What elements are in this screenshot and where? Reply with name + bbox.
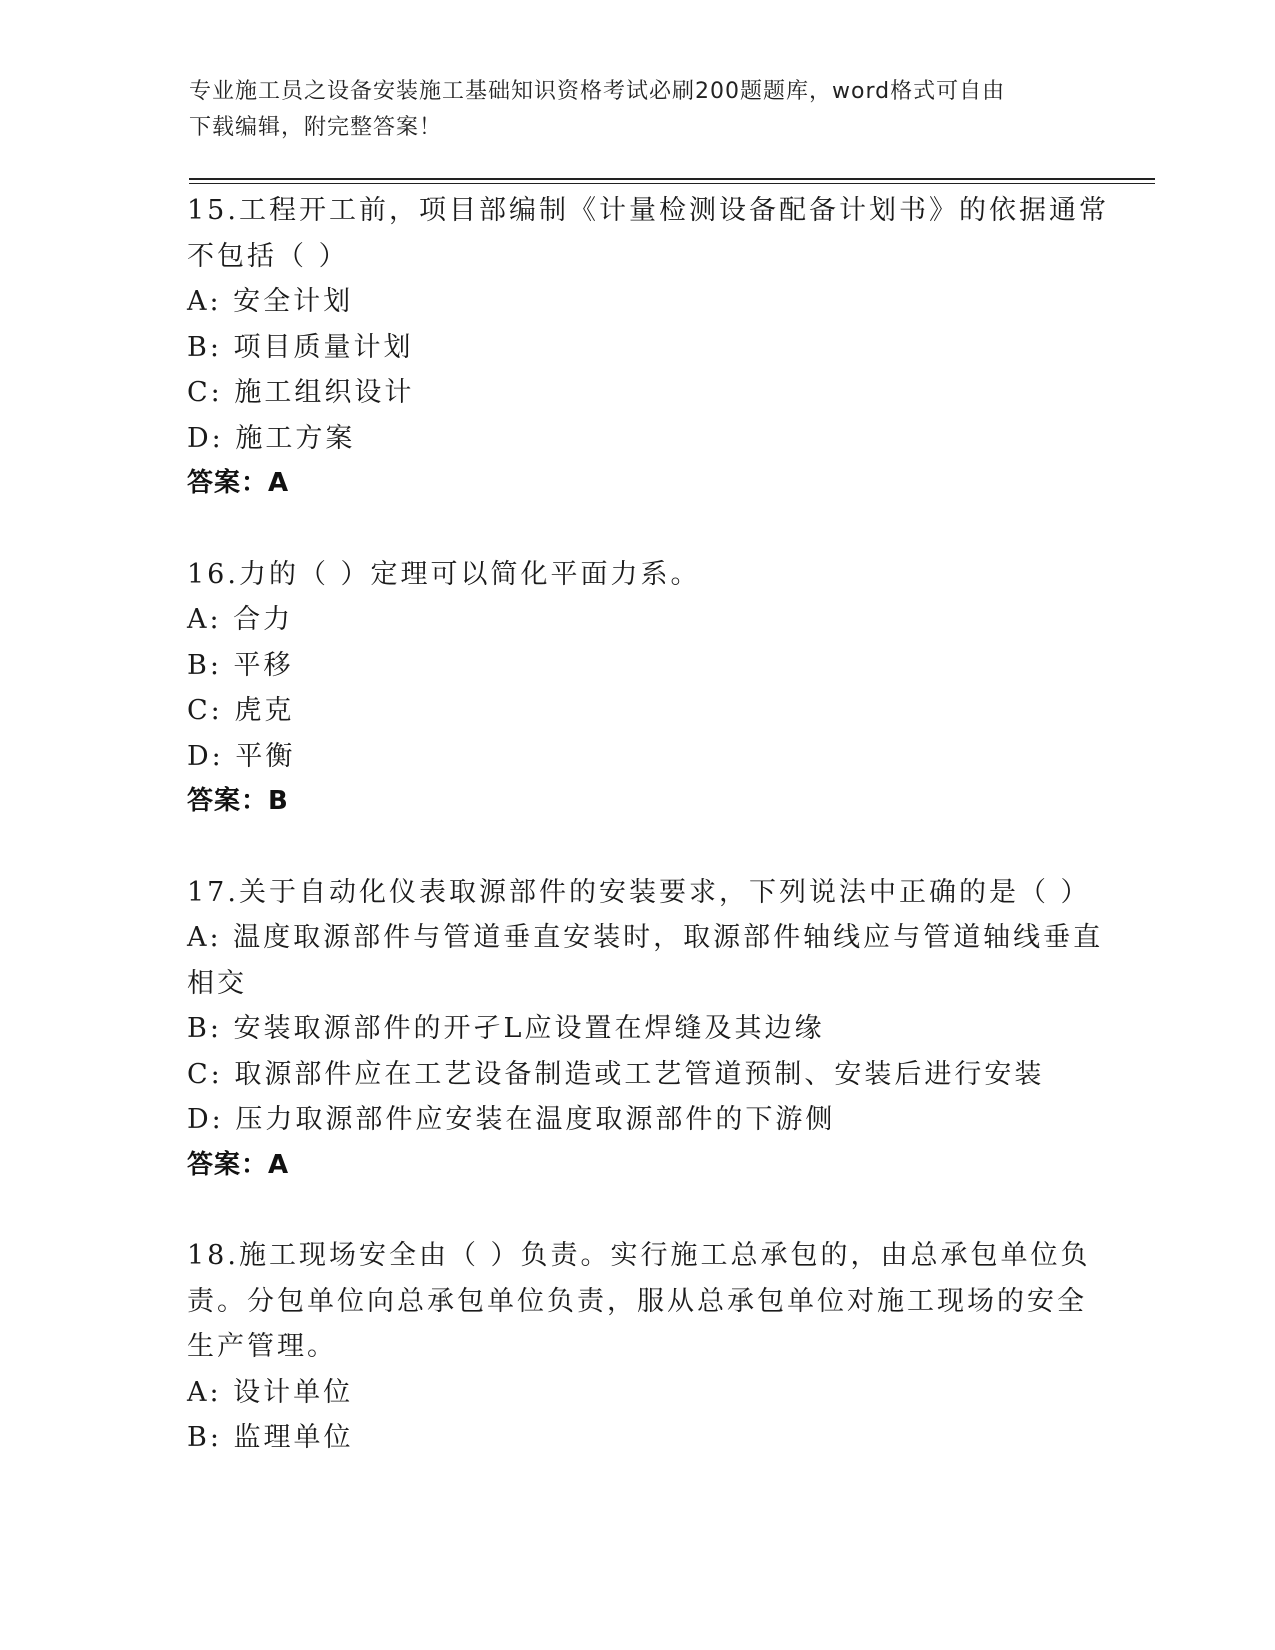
question-stem: 不包括（ ） — [187, 240, 349, 272]
question-list — [187, 188, 1109, 1506]
question-stem: 责。分包单位向总承包单位负责，服从总承包单位对施工现场的安全 — [187, 1285, 1087, 1317]
question-stem: 17.关于自动化仪表取源部件的安装要求，下列说法中正确的是（ ） — [187, 876, 1091, 908]
option-b: B: 平移 — [187, 649, 294, 681]
option-b: B: 监理单位 — [187, 1422, 354, 1453]
question-stem: 生产管理。 — [187, 1331, 337, 1362]
question-16 — [187, 552, 1087, 825]
answer-label: 答案：A — [187, 1149, 290, 1180]
question-stem: 18.施工现场安全由（ ）负责。实行施工总承包的，由总承包单位负 — [187, 1240, 1091, 1271]
option-d: D: 施工方案 — [187, 422, 356, 454]
option-a-continued: 相交 — [187, 967, 247, 999]
option-a: A: 安全计划 — [187, 286, 354, 317]
question-17 — [187, 870, 1104, 1189]
option-a: A: 合力 — [187, 604, 294, 635]
question-stem: 15.工程开工前，项目部编制《计量检测设备配备计划书》的依据通常 — [187, 195, 1109, 226]
option-a: A: 设计单位 — [187, 1376, 354, 1408]
option-d: D: 压力取源部件应安装在温度取源部件的下游侧 — [187, 1104, 836, 1135]
option-b: B: 安装取源部件的开孑L应设置在焊缝及其边缘 — [187, 1013, 825, 1044]
option-c: C: 虎克 — [187, 695, 295, 726]
option-a: A: 温度取源部件与管道垂直安装时，取源部件轴线应与管道轴线垂直 — [187, 922, 1104, 953]
option-c: C: 施工组织设计 — [187, 377, 415, 408]
option-d: D: 平衡 — [187, 740, 296, 772]
answer-label: 答案：A — [187, 468, 290, 498]
option-b: B: 项目质量计划 — [187, 331, 414, 363]
header-line-2: 下载编辑，附完整答案！ — [189, 115, 443, 140]
header-divider-thin — [189, 183, 1155, 184]
answer-label: 答案：B — [187, 786, 289, 816]
document-header — [189, 74, 1089, 146]
question-15 — [187, 188, 1109, 507]
question-18 — [187, 1233, 1091, 1461]
header-line-1: 专业施工员之设备安装施工基础知识资格考试必刷200题题库，word格式可自由 — [189, 79, 1006, 104]
question-stem: 16.力的（ ）定理可以简化平面力系。 — [187, 558, 701, 590]
option-c: C: 取源部件应在工艺设备制造或工艺管道预制、安装后进行安装 — [187, 1058, 1045, 1090]
header-divider-thick — [189, 178, 1155, 180]
